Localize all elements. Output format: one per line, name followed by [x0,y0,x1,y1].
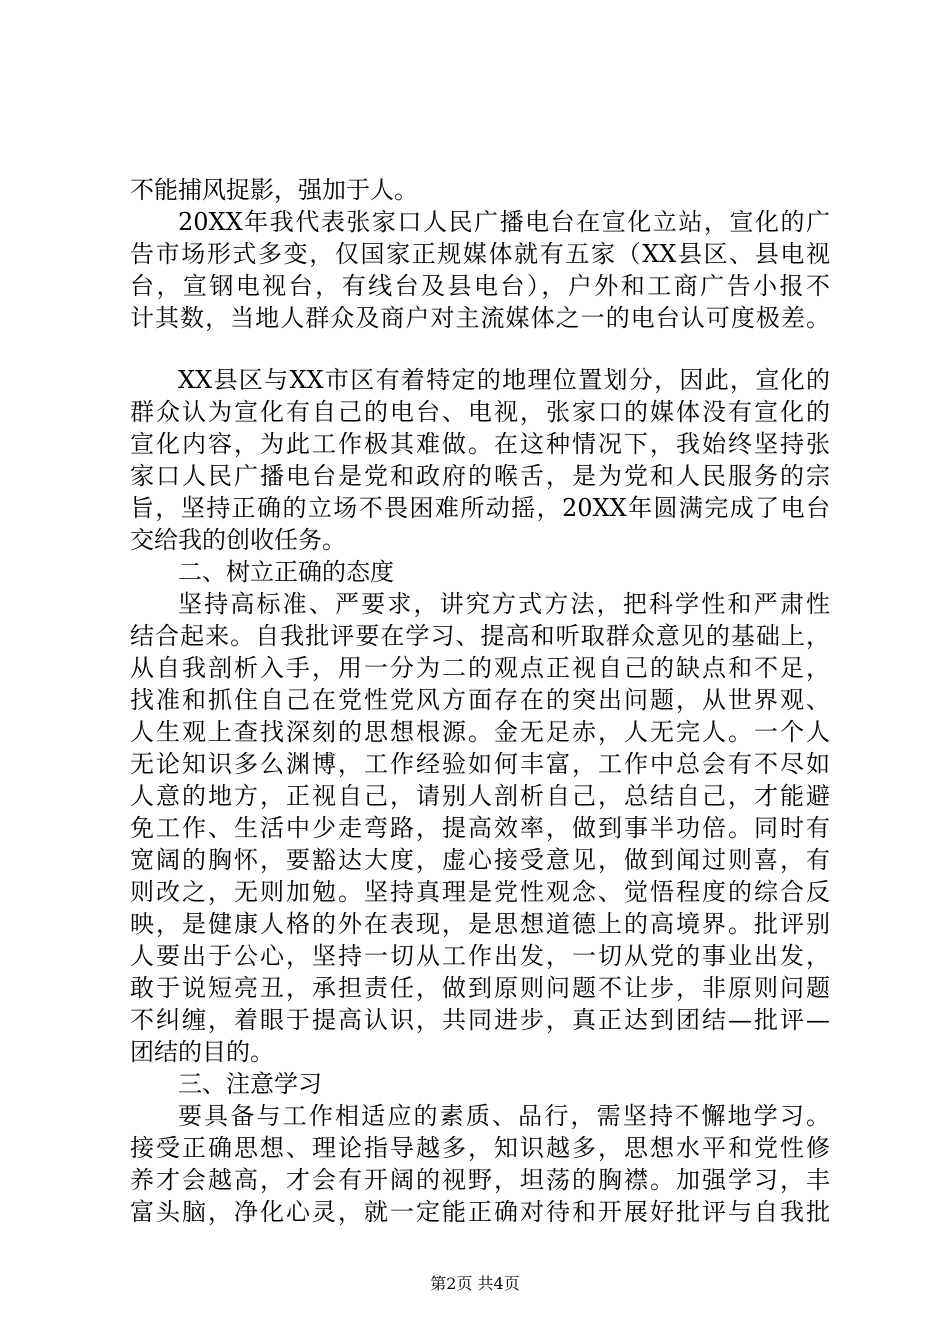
text-line: 坚持高标准、严要求，讲究方式方法，把科学性和严肃性 [178,590,830,618]
text-line: 群众认为宣化有自己的电台、电视，张家口的媒体没有宣化的 [130,398,830,426]
text-line: 富头脑，净化心灵，就一定能正确对待和开展好批评与自我批 [130,1198,830,1226]
text-line: 人生观上查找深刻的思想根源。金无足赤，人无完人。一个人 [130,718,830,746]
text-line: 映，是健康人格的外在表现，是思想道德上的高境界。批评别 [130,910,830,938]
text-line: 告市场形式多变，仅国家正规媒体就有五家（XX县区、县电视 [130,240,830,268]
text-line: 人要出于公心，坚持一切从工作出发，一切从党的事业出发， [130,942,830,970]
text-line: 宽阔的胸怀，要豁达大度，虚心接受意见，做到闻过则喜，有 [130,846,830,874]
text-line: 家口人民广播电台是党和政府的喉舌，是为党和人民服务的宗 [130,462,830,490]
text-line: 交给我的创收任务。 [130,526,346,554]
text-line: 养才会越高，才会有开阔的视野，坦荡的胸襟。加强学习，丰 [130,1166,830,1194]
text-line: 要具备与工作相适应的素质、品行，需坚持不懈地学习。 [178,1102,830,1130]
text-line: 人意的地方，正视自己，请别人剖析自己，总结自己，才能避 [130,782,830,810]
text-line: 台，宣钢电视台，有线台及县电台），户外和工商广告小报不 [130,272,830,300]
section-heading: 三、注意学习 [178,1070,322,1098]
text-line: 接受正确思想、理论指导越多，知识越多，思想水平和党性修 [130,1134,830,1162]
text-line: 不纠缠，着眼于提高认识，共同进步，真正达到团结—批评— [130,1006,830,1034]
text-line: 敢于说短亮丑，承担责任，做到原则问题不让步，非原则问题 [130,974,830,1002]
text-line: 不能捕风捉影，强加于人。 [130,176,418,204]
text-line: 免工作、生活中少走弯路，提高效率，做到事半功倍。同时有 [130,814,830,842]
text-line: 则改之，无则加勉。坚持真理是党性观念、觉悟程度的综合反 [130,878,830,906]
text-line: 宣化内容，为此工作极其难做。在这种情况下，我始终坚持张 [130,430,830,458]
text-line: 找准和抓住自己在党性党风方面存在的突出问题，从世界观、 [130,686,830,714]
text-line: 计其数，当地人群众及商户对主流媒体之一的电台认可度极差。 [130,304,830,332]
text-line: 旨，坚持正确的立场不畏困难所动摇，20XX年圆满完成了电台 [130,494,830,522]
page-number-footer: 第2页 共4页 [430,1274,520,1293]
section-heading: 二、树立正确的态度 [178,558,394,586]
text-line: 无论知识多么渊博，工作经验如何丰富，工作中总会有不尽如 [130,750,830,778]
text-line: 结合起来。自我批评要在学习、提高和听取群众意见的基础上， [130,622,830,650]
text-line: 20XX年我代表张家口人民广播电台在宣化立站，宣化的广 [178,208,830,236]
text-line: 团结的目的。 [130,1038,274,1066]
text-line: 从自我剖析入手，用一分为二的观点正视自己的缺点和不足， [130,654,830,682]
text-line: XX县区与XX市区有着特定的地理位置划分，因此，宣化的 [178,366,830,394]
